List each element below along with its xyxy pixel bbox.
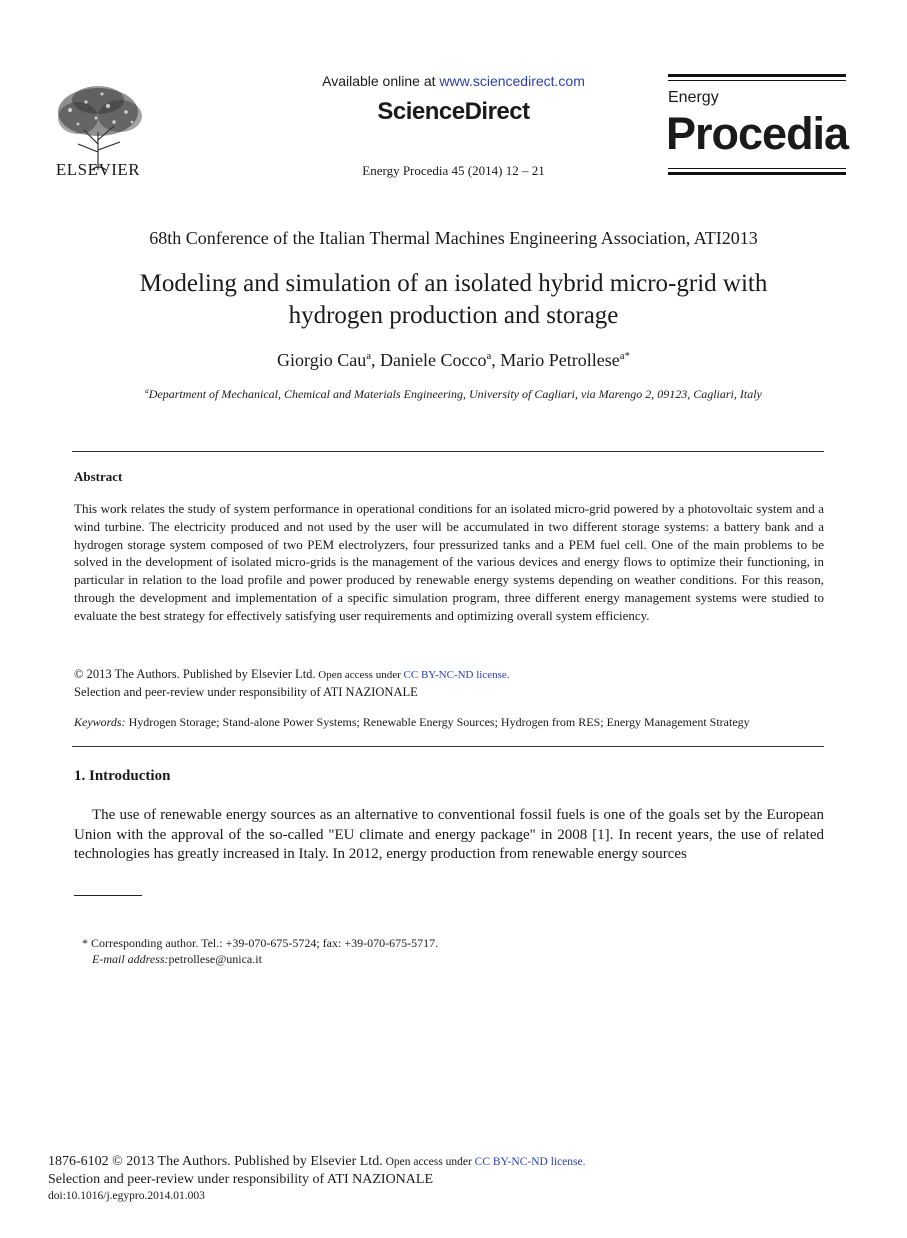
affiliation-text: Department of Mechanical, Chemical and Materials Engineering, University of Cagliari, via Marengo 2, 09123, Cagliari, Italy [148, 387, 762, 401]
footnote-contact: * Corresponding author. Tel.: +39-070-675-5724; fax: +39-070-675-5717. [82, 936, 439, 950]
keywords-list: Hydrogen Storage; Stand-alone Power Systems; Renewable Energy Sources; Hydrogen from RES; Energy Management Strategy [125, 715, 750, 729]
license-link[interactable]: CC BY-NC-ND license. [403, 669, 510, 681]
section-heading-introduction: 1. Introduction [74, 768, 171, 784]
keywords-line [74, 715, 824, 730]
logo-rule-top [668, 74, 846, 77]
paper-title [90, 268, 817, 332]
page-bottom-info [48, 1153, 648, 1205]
copyright-block [74, 666, 824, 701]
issn-copyright: 1876-6102 © 2013 The Authors. Published by Elsevier Ltd. [48, 1154, 383, 1169]
peer-review-text: Selection and peer-review under responsibility of ATI NAZIONALE [74, 685, 418, 699]
abstract-text [74, 500, 824, 625]
copyright-text: © 2013 The Authors. Published by Elsevier Ltd. [74, 667, 316, 681]
available-prefix: Available online at [322, 73, 440, 89]
author-affil-mark: a [486, 350, 492, 362]
keywords-label: Keywords: [74, 715, 126, 729]
doi: doi:10.1016/j.egypro.2014.01.003 [48, 1190, 205, 1202]
abstract-top-rule [72, 451, 824, 452]
bottom-peer-review: Selection and peer-review under responsibility of ATI NAZIONALE [48, 1172, 433, 1187]
affiliation [0, 387, 907, 402]
logo-rule-top-thin [668, 80, 846, 81]
corresponding-author-footnote [82, 935, 438, 967]
sciencedirect-logo: ScienceDirect [377, 98, 530, 125]
author-name: Giorgio Cau [277, 350, 367, 370]
logo-rule-bottom-thin [668, 168, 846, 169]
author-affil-mark: a [366, 350, 372, 362]
author-name: Daniele Cocco [380, 350, 487, 370]
open-access-text: Open access under [315, 669, 404, 681]
author-separator: , [491, 350, 501, 370]
journal-word-procedia: Procedia [666, 108, 849, 159]
author-name: Mario Petrollese [500, 350, 620, 370]
publisher-name: ELSEVIER [55, 160, 141, 179]
conference-name: 68th Conference of the Italian Thermal Machines Engineering Association, ATI2013 [149, 228, 758, 248]
title-line-2: hydrogen production and storage [288, 302, 619, 329]
author-separator: , [371, 350, 381, 370]
author-affil-mark: a* [619, 350, 630, 362]
abstract-heading: Abstract [74, 469, 123, 484]
bottom-license-link[interactable]: CC BY-NC-ND license. [474, 1156, 586, 1168]
journal-citation: Energy Procedia 45 (2014) 12 – 21 [362, 163, 545, 178]
introduction-paragraph: The use of renewable energy sources as an alternative to conventional fossil fuels is one of the goals set by the European Union with the approval of the so-called "EU climate and energy package" in 2008 [1]. In recent years, the use of related technologies has greatly increased in Italy. In 2012, energy production from renewable energy sources [74, 807, 824, 862]
email-address: petrollese@unica.it [168, 952, 262, 966]
title-line-1: Modeling and simulation of an isolated hybrid micro-grid with [139, 270, 768, 297]
energy-procedia-logo [666, 74, 849, 176]
email-label: E-mail address: [92, 952, 169, 966]
logo-rule-bottom [668, 172, 846, 175]
bottom-open-access: Open access under [382, 1156, 475, 1168]
sciencedirect-link[interactable]: www.sciencedirect.com [439, 73, 585, 89]
author-list [0, 350, 907, 371]
journal-word-energy: Energy [668, 89, 719, 106]
abstract-bottom-rule [72, 746, 824, 747]
abstract-paragraph: This work relates the study of system performance in operational conditions for an isolated micro-grid powered by a photovoltaic system and a wind turbine. The electricity produced and not used by the user will be accumulated in two different storage systems: a battery bank and a hydrogen storage system composed of two PEM electrolyzers, four pressurized tanks and a PEM fuel cell. One of the main problems to be solved in the development of isolated micro-grids is the management of the various devices and energy flows to optimize their functioning, in particular in relation to the load profile and power produced by renewable energy systems depending on weather conditions. For this reason, through the development and implementation of a specific simulation program, three different energy management systems were studied to evaluate the best strategy for effectively satisfying user requirements and optimizing overall system efficiency. [74, 501, 824, 623]
footnote-rule [74, 895, 142, 896]
affiliation-mark: a [145, 387, 149, 395]
